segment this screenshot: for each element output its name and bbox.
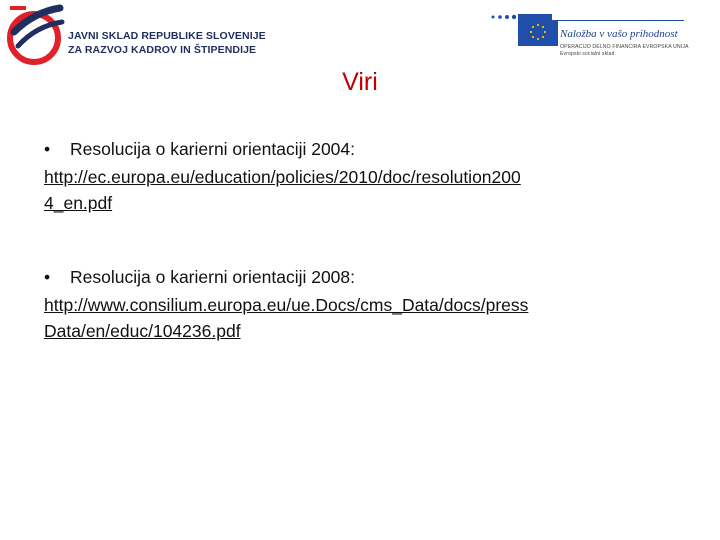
funding-line-1: OPERACIJO DELNO FINANCIRA EVROPSKA UNIJA [560, 44, 689, 50]
source-title: Resolucija o karierni orientaciji 2008: [70, 267, 356, 287]
sklad-emblem-icon [4, 2, 68, 66]
page-title [0, 68, 720, 97]
funding-line-2: Evropski socialni sklad [560, 51, 615, 57]
title-text: Viri [342, 68, 378, 96]
bullet-icon: • [44, 139, 51, 159]
eu-funding-logo [488, 8, 688, 66]
source-link-2008[interactable]: http://www.consilium.europa.eu/ue.Docs/cms_Data/docs/press Data/en/educ/104236.pdf [44, 295, 529, 341]
source-link-2004[interactable]: http://ec.europa.eu/education/policies/2010/doc/resolution200 4_en.pdf [44, 167, 521, 213]
source-title: Resolucija o karierni orientaciji 2004: [70, 139, 356, 159]
slogan-text: Naložba v vašo prihodnost [560, 28, 678, 40]
org-name-line-1: JAVNI SKLAD REPUBLIKE SLOVENIJE [68, 30, 266, 42]
source-item-2004 [44, 134, 684, 216]
sklad-logo [4, 2, 264, 72]
bullet-icon: • [44, 267, 51, 287]
source-line [44, 134, 684, 164]
source-item-2008 [44, 262, 684, 344]
source-line [44, 262, 684, 292]
org-name-line-2: ZA RAZVOJ KADROV IN ŠTIPENDIJE [68, 44, 257, 56]
